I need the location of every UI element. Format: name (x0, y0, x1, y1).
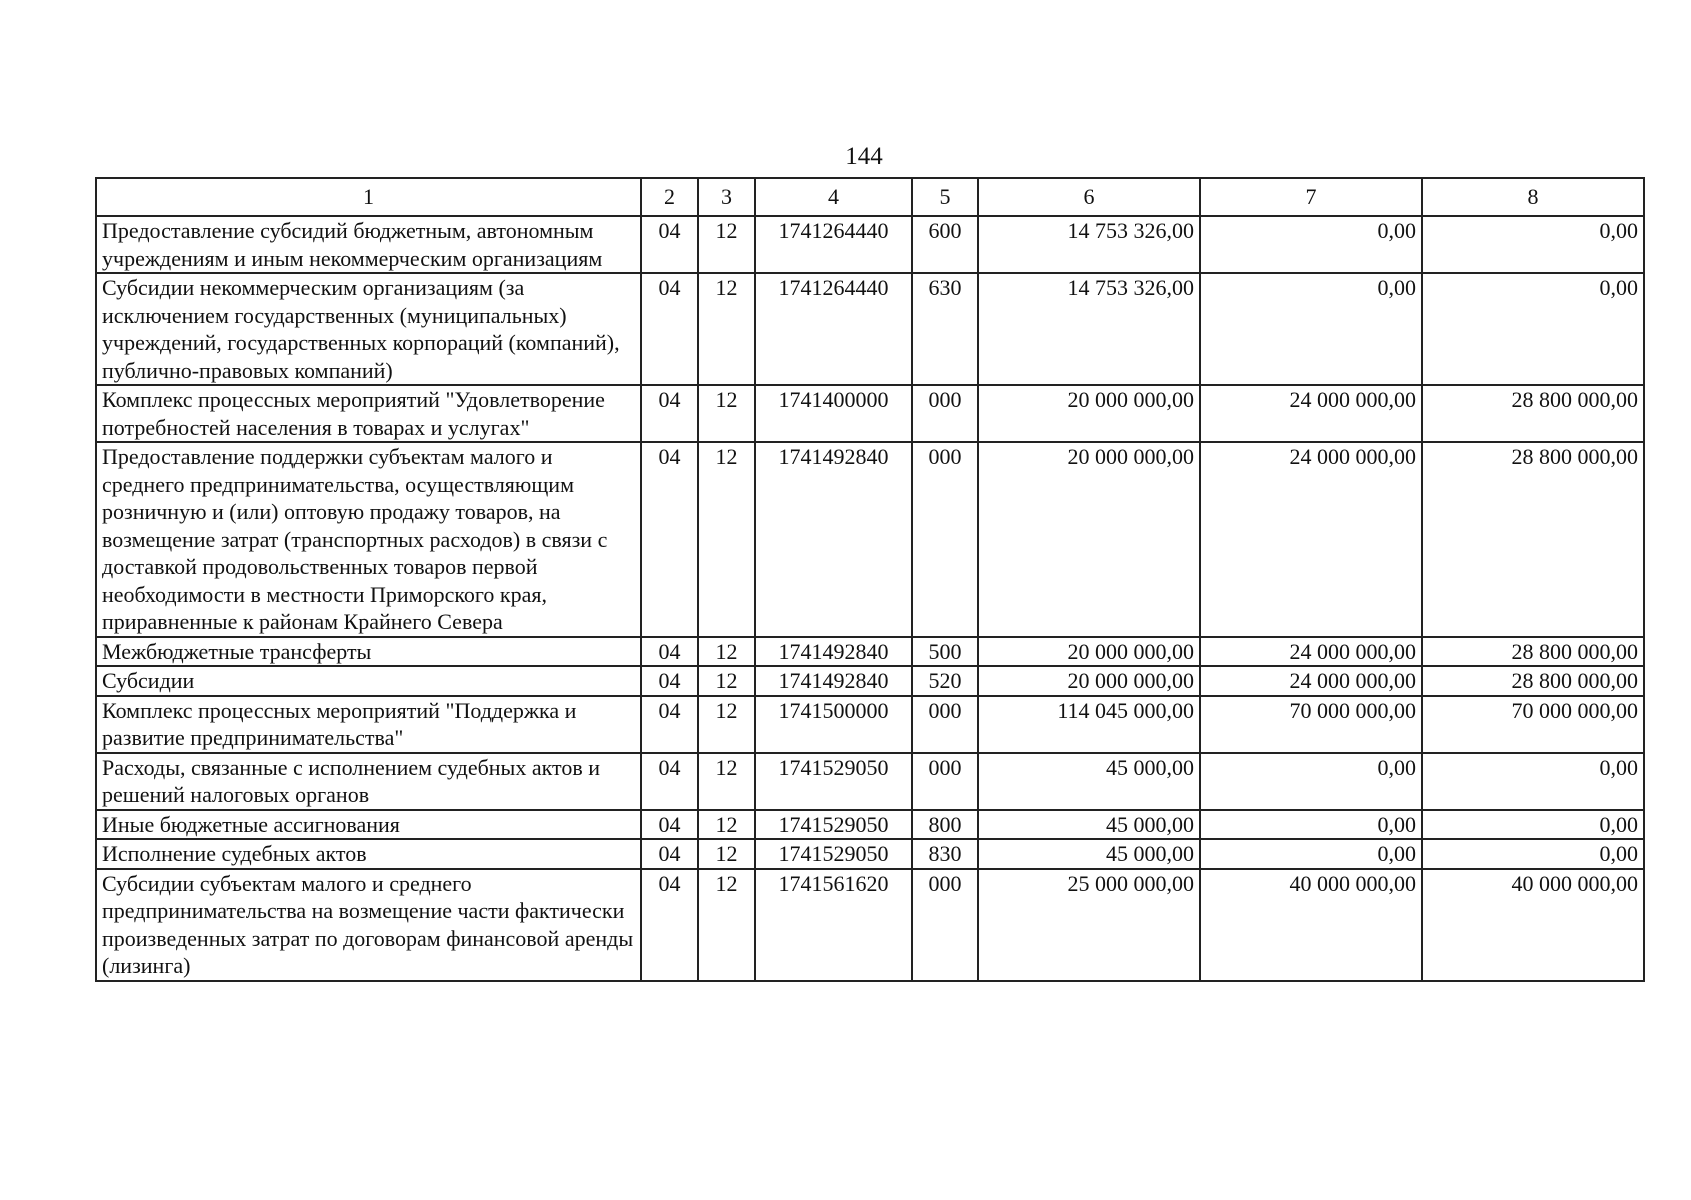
amount-year3-cell: 28 800 000,00 (1422, 442, 1644, 637)
table-row (96, 810, 1644, 840)
expense-name-cell: Исполнение судебных актов (96, 839, 641, 869)
amount-year2-cell: 0,00 (1200, 810, 1422, 840)
column-header: 3 (698, 178, 755, 216)
subsection-code-cell: 12 (698, 696, 755, 753)
expense-type-cell: 000 (912, 753, 978, 810)
amount-year2-cell: 24 000 000,00 (1200, 385, 1422, 442)
amount-year3-cell: 40 000 000,00 (1422, 869, 1644, 981)
expense-name-cell: Субсидии (96, 666, 641, 696)
subsection-code-cell: 12 (698, 216, 755, 273)
subsection-code-cell: 12 (698, 442, 755, 637)
target-article-cell: 1741492840 (755, 666, 912, 696)
section-code-cell: 04 (641, 869, 698, 981)
header-row (96, 178, 1644, 216)
expense-type-cell: 000 (912, 442, 978, 637)
section-code-cell: 04 (641, 637, 698, 667)
table-row (96, 637, 1644, 667)
amount-year2-cell: 70 000 000,00 (1200, 696, 1422, 753)
amount-year1-cell: 20 000 000,00 (978, 666, 1200, 696)
amount-year2-cell: 0,00 (1200, 839, 1422, 869)
expense-type-cell: 800 (912, 810, 978, 840)
expense-type-cell: 500 (912, 637, 978, 667)
subsection-code-cell: 12 (698, 666, 755, 696)
column-header: 6 (978, 178, 1200, 216)
expense-name-cell: Расходы, связанные с исполнением судебных актов и решений налоговых органов (96, 753, 641, 810)
amount-year2-cell: 24 000 000,00 (1200, 666, 1422, 696)
amount-year3-cell: 0,00 (1422, 216, 1644, 273)
page-number: 144 (845, 143, 883, 170)
amount-year1-cell: 45 000,00 (978, 839, 1200, 869)
column-header: 1 (96, 178, 641, 216)
expense-type-cell: 000 (912, 869, 978, 981)
target-article-cell: 1741529050 (755, 810, 912, 840)
expense-name-cell: Предоставление субсидий бюджетным, автономным учреждениям и иным некоммерческим организациям (96, 216, 641, 273)
target-article-cell: 1741264440 (755, 216, 912, 273)
amount-year2-cell: 40 000 000,00 (1200, 869, 1422, 981)
target-article-cell: 1741264440 (755, 273, 912, 385)
amount-year3-cell: 28 800 000,00 (1422, 666, 1644, 696)
table-row (96, 216, 1644, 273)
table-body (96, 216, 1644, 981)
expense-type-cell: 600 (912, 216, 978, 273)
target-article-cell: 1741529050 (755, 839, 912, 869)
expense-name-cell: Предоставление поддержки субъектам малого и среднего предпринимательства, осуществляющим розничную и (или) оптовую продажу товаров, на возмещение затрат (транспортных расходов) в связи с доставкой продовольственных товаров первой необходимости в местности Приморского края, приравненные к районам Крайнего Севера (96, 442, 641, 637)
table-row (96, 442, 1644, 637)
column-header: 4 (755, 178, 912, 216)
subsection-code-cell: 12 (698, 839, 755, 869)
column-header: 5 (912, 178, 978, 216)
expense-name-cell: Комплекс процессных мероприятий "Поддержка и развитие предпринимательства" (96, 696, 641, 753)
expense-type-cell: 630 (912, 273, 978, 385)
budget-table (95, 177, 1645, 982)
subsection-code-cell: 12 (698, 273, 755, 385)
amount-year1-cell: 25 000 000,00 (978, 869, 1200, 981)
table-row (96, 385, 1644, 442)
amount-year2-cell: 0,00 (1200, 216, 1422, 273)
expense-type-cell: 000 (912, 696, 978, 753)
target-article-cell: 1741500000 (755, 696, 912, 753)
amount-year1-cell: 20 000 000,00 (978, 637, 1200, 667)
target-article-cell: 1741561620 (755, 869, 912, 981)
table-row (96, 869, 1644, 981)
amount-year2-cell: 0,00 (1200, 273, 1422, 385)
amount-year2-cell: 24 000 000,00 (1200, 637, 1422, 667)
amount-year2-cell: 0,00 (1200, 753, 1422, 810)
expense-type-cell: 830 (912, 839, 978, 869)
target-article-cell: 1741529050 (755, 753, 912, 810)
amount-year1-cell: 14 753 326,00 (978, 273, 1200, 385)
amount-year1-cell: 114 045 000,00 (978, 696, 1200, 753)
subsection-code-cell: 12 (698, 385, 755, 442)
table-row (96, 839, 1644, 869)
amount-year3-cell: 28 800 000,00 (1422, 637, 1644, 667)
table-row (96, 753, 1644, 810)
amount-year1-cell: 14 753 326,00 (978, 216, 1200, 273)
section-code-cell: 04 (641, 810, 698, 840)
subsection-code-cell: 12 (698, 810, 755, 840)
table-row (96, 696, 1644, 753)
expense-name-cell: Субсидии субъектам малого и среднего предпринимательства на возмещение части фактически произведенных затрат по договорам финансовой аренды (лизинга) (96, 869, 641, 981)
column-header: 2 (641, 178, 698, 216)
amount-year3-cell: 0,00 (1422, 273, 1644, 385)
amount-year1-cell: 20 000 000,00 (978, 385, 1200, 442)
column-header: 8 (1422, 178, 1644, 216)
subsection-code-cell: 12 (698, 753, 755, 810)
expense-name-cell: Межбюджетные трансферты (96, 637, 641, 667)
section-code-cell: 04 (641, 442, 698, 637)
subsection-code-cell: 12 (698, 869, 755, 981)
section-code-cell: 04 (641, 696, 698, 753)
amount-year3-cell: 28 800 000,00 (1422, 385, 1644, 442)
expense-type-cell: 000 (912, 385, 978, 442)
table-row (96, 666, 1644, 696)
section-code-cell: 04 (641, 839, 698, 869)
column-header: 7 (1200, 178, 1422, 216)
section-code-cell: 04 (641, 273, 698, 385)
amount-year3-cell: 0,00 (1422, 839, 1644, 869)
section-code-cell: 04 (641, 666, 698, 696)
subsection-code-cell: 12 (698, 637, 755, 667)
expense-type-cell: 520 (912, 666, 978, 696)
amount-year3-cell: 0,00 (1422, 810, 1644, 840)
section-code-cell: 04 (641, 385, 698, 442)
amount-year2-cell: 24 000 000,00 (1200, 442, 1422, 637)
expense-name-cell: Иные бюджетные ассигнования (96, 810, 641, 840)
expense-name-cell: Комплекс процессных мероприятий "Удовлетворение потребностей населения в товарах и услугах" (96, 385, 641, 442)
target-article-cell: 1741492840 (755, 442, 912, 637)
section-code-cell: 04 (641, 753, 698, 810)
amount-year1-cell: 20 000 000,00 (978, 442, 1200, 637)
amount-year1-cell: 45 000,00 (978, 753, 1200, 810)
amount-year3-cell: 70 000 000,00 (1422, 696, 1644, 753)
amount-year1-cell: 45 000,00 (978, 810, 1200, 840)
target-article-cell: 1741400000 (755, 385, 912, 442)
amount-year3-cell: 0,00 (1422, 753, 1644, 810)
target-article-cell: 1741492840 (755, 637, 912, 667)
table-row (96, 273, 1644, 385)
section-code-cell: 04 (641, 216, 698, 273)
expense-name-cell: Субсидии некоммерческим организациям (за исключением государственных (муниципальных) учреждений, государственных корпораций (компаний), публично-правовых компаний) (96, 273, 641, 385)
